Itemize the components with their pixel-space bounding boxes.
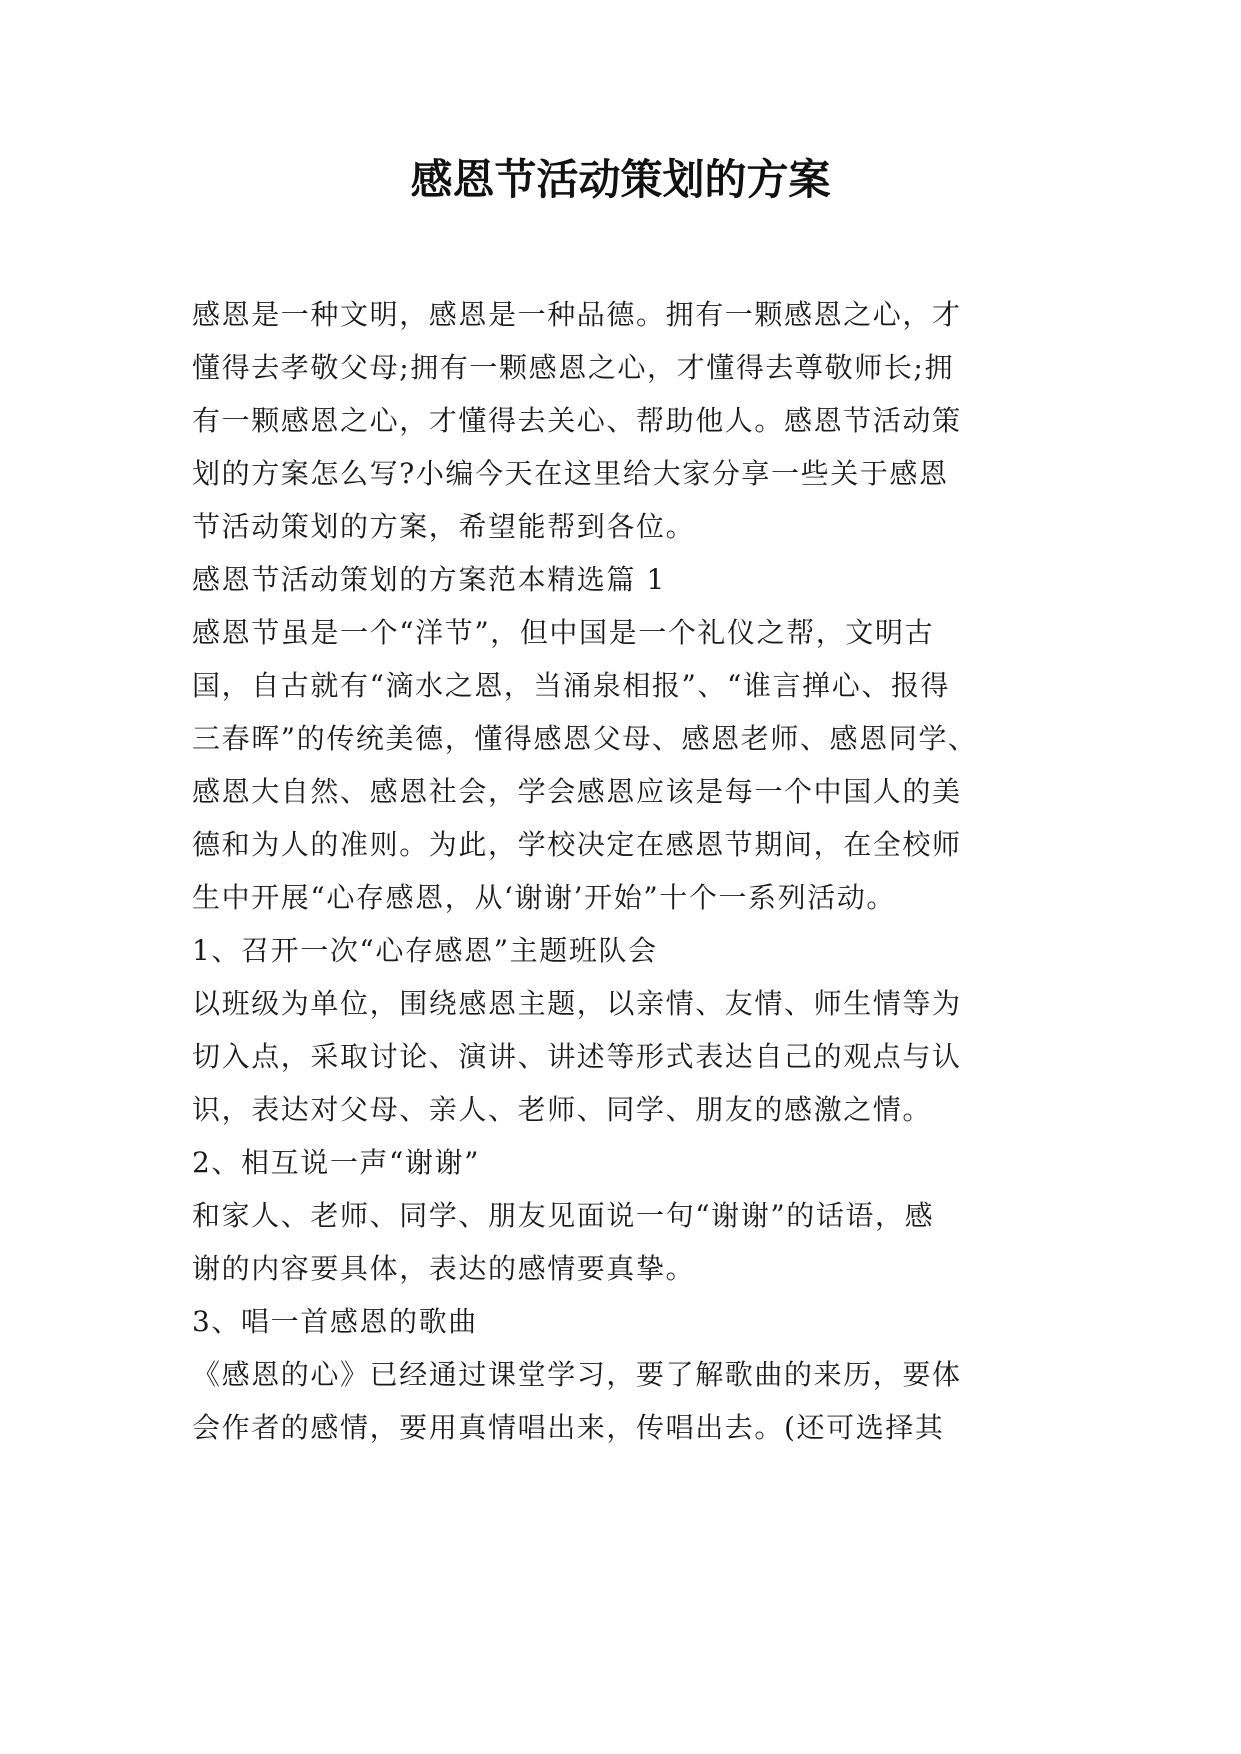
paragraph-line: 会作者的感情，要用真情唱出来，传唱出去。(还可选择其 (192, 1411, 945, 1444)
item-heading: 2、相互说一声“谢谢” (192, 1146, 481, 1179)
paragraph-line: 《感恩的心》已经通过课堂学习，要了解歌曲的来历，要体 (192, 1358, 962, 1391)
paragraph-line: 有一颗感恩之心，才懂得去关心、帮助他人。感恩节活动策 (192, 404, 962, 437)
paragraph-line: 三春晖”的传统美德，懂得感恩父母、感恩老师、感恩同学、 (192, 722, 978, 755)
paragraph-line: 感恩大自然、感恩社会，学会感恩应该是每一个中国人的美 (192, 775, 962, 808)
paragraph-line: 和家人、老师、同学、朋友见面说一句“谢谢”的话语，感 (192, 1199, 935, 1232)
paragraph-line: 以班级为单位，围绕感恩主题，以亲情、友情、师生情等为 (192, 987, 962, 1020)
paragraph-line: 国，自古就有“滴水之恩，当涌泉相报”、“谁言掸心、报得 (192, 669, 951, 702)
item-heading: 3、唱一首感恩的歌曲 (192, 1305, 478, 1338)
document-title: 感恩节活动策划的方案 (410, 155, 831, 204)
paragraph-line: 划的方案怎么写?小编今天在这里给大家分享一些关于感恩 (192, 457, 949, 490)
paragraph-line: 德和为人的准则。为此，学校决定在感恩节期间，在全校师 (192, 828, 962, 861)
paragraph-line: 节活动策划的方案，希望能帮到各位。 (192, 510, 696, 543)
paragraph-line: 谢的内容要具体，表达的感情要真挚。 (192, 1252, 696, 1285)
paragraph-line: 生中开展“心存感恩，从‘谢谢’开始”十个一系列活动。 (192, 881, 897, 914)
paragraph-line: 切入点，采取讨论、演讲、讲述等形式表达自己的观点与认 (192, 1040, 962, 1073)
paragraph-line: 懂得去孝敬父母;拥有一颗感恩之心，才懂得去尊敬师长;拥 (192, 351, 955, 384)
document-body (192, 288, 1072, 1454)
section-heading: 感恩节活动策划的方案范本精选篇 1 (192, 563, 666, 596)
paragraph-line: 感恩节虽是一个“洋节”，但中国是一个礼仪之帮，文明古 (192, 616, 935, 649)
paragraph-line: 识，表达对父母、亲人、老师、同学、朋友的感激之情。 (192, 1093, 933, 1126)
paragraph-line: 感恩是一种文明，感恩是一种品德。拥有一颗感恩之心，才 (192, 298, 962, 331)
item-heading: 1、召开一次“心存感恩”主题班队会 (192, 934, 658, 967)
